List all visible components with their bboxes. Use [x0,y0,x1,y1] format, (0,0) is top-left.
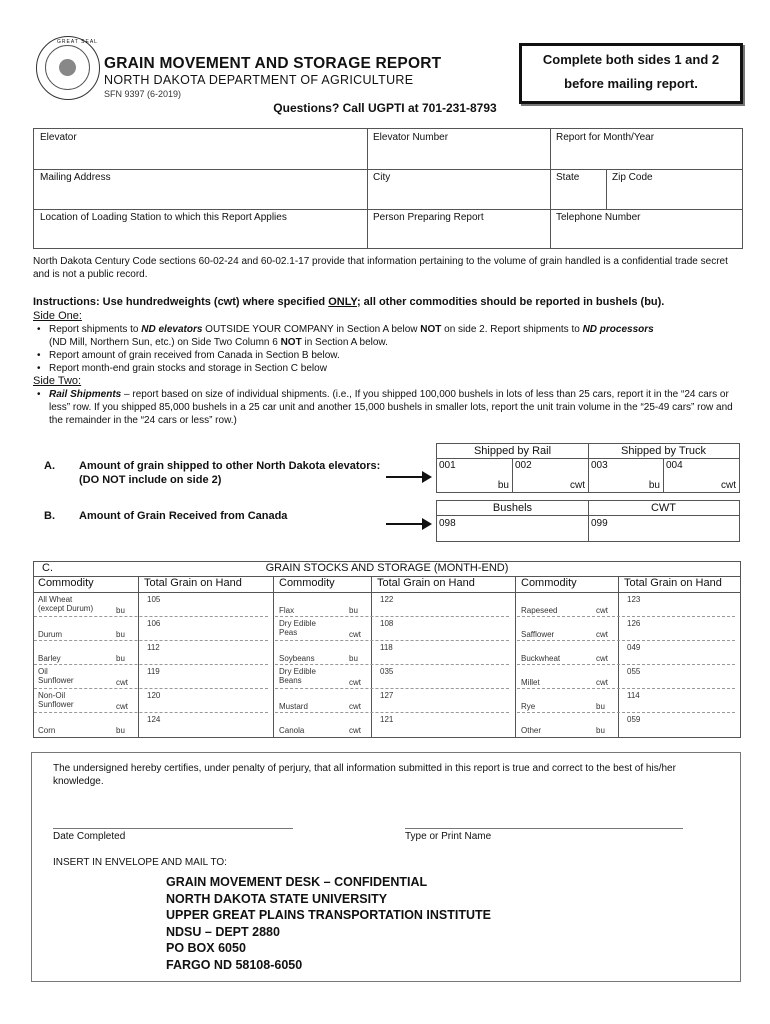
unit-label: cwt [596,630,608,639]
field-code: 121 [380,715,394,724]
name-signature-line[interactable] [405,828,683,829]
cwt-header: CWT [650,502,677,514]
unit-label: bu [349,654,358,663]
mailing-address-block [166,874,491,973]
commodity-name: Canola [279,726,305,735]
state-field[interactable] [550,169,606,209]
field-code: 119 [147,667,160,676]
address-line: FARGO ND 58108-6050 [166,957,303,972]
department-name: NORTH DAKOTA DEPARTMENT OF AGRICULTURE [104,73,414,87]
total-on-hand-field[interactable] [372,640,512,664]
total-on-hand-field[interactable] [139,616,271,640]
unit-label: cwt [349,726,361,735]
commodity-name: Dry Edible Beans [279,667,316,685]
section-b-letter: B. [44,510,55,522]
total-on-hand-field[interactable] [372,664,512,688]
truck-cwt-field[interactable]: 004 cwt [666,460,736,491]
total-on-hand-field[interactable] [619,640,738,664]
address-line: GRAIN MOVEMENT DESK – CONFIDENTIAL [166,875,428,889]
side-one-heading: Side One: [33,310,82,322]
unit-label: bu [116,630,125,639]
report-month-label: Report for Month/Year [556,132,655,143]
instructions [33,296,743,427]
field-code: 035 [380,667,394,676]
form-title: GRAIN MOVEMENT AND STORAGE REPORT [104,55,442,72]
report-month-field[interactable] [550,129,742,169]
commodity-name: Rapeseed [521,606,558,615]
commodity-name: Safflower [521,630,555,639]
telephone-field[interactable] [550,209,742,248]
unit-label: bu [116,606,125,615]
form-number: SFN 9397 (6-2019) [104,89,182,99]
zip-field[interactable] [606,169,742,209]
notice-line-2: before mailing report. [564,76,698,91]
city-label: City [373,172,391,183]
col-header-total: Total Grain on Hand [377,577,475,589]
mailing-address-field[interactable] [34,169,367,209]
col-header-total: Total Grain on Hand [624,577,722,589]
commodity-name: Other [521,726,542,735]
commodity-name: All Wheat (except Durum) [38,595,94,613]
elevator-number-label: Elevator Number [373,132,449,143]
state-seal-icon [36,36,100,100]
section-c-title: GRAIN STOCKS AND STORAGE (MONTH-END) [265,562,509,574]
field-code: 108 [380,619,394,628]
elevator-field[interactable] [34,129,367,169]
total-on-hand-field[interactable] [372,712,512,736]
col-header-total: Total Grain on Hand [144,577,242,589]
elevator-number-field[interactable] [367,129,550,169]
unit-label: cwt [349,630,361,639]
certification-box [31,752,741,982]
confidentiality-notice: North Dakota Century Code sections 60-02-24 and 60-02.1-17 provide that information pertaining to the volume of grain handled is a confidential trade secret and is not a public record. [33,256,728,280]
location-field[interactable] [34,209,367,248]
total-on-hand-field[interactable] [619,688,738,712]
address-line: NORTH DAKOTA STATE UNIVERSITY [166,891,388,906]
field-code: 055 [627,667,641,676]
unit-label: bu [349,606,358,615]
side-one-list [33,323,743,375]
commodity-name: Non-Oil Sunflower [38,691,74,709]
total-on-hand-field[interactable] [139,688,271,712]
mailing-address-label: Mailing Address [40,172,111,183]
print-name-label: Type or Print Name [405,831,492,842]
section-a-note: (DO NOT include on side 2) [79,474,222,486]
commodity-name: Corn [38,726,56,735]
col-header-commodity: Commodity [279,577,335,589]
field-code: 123 [627,595,641,604]
reporter-info-table [33,128,743,249]
notice-line-1: Complete both sides 1 and 2 [542,52,720,67]
unit-label: cwt [349,678,361,687]
mail-instructions: INSERT IN ENVELOPE AND MAIL TO: [53,857,227,868]
commodity-name: Soybeans [279,654,315,663]
section-b-label: Amount of Grain Received from Canada [79,510,288,522]
section-b-grid [436,500,740,542]
list-item: • Report shipments to ND elevators OUTSIDE YOUR COMPANY in Section A below NOT on side 2. Report shipments to ND processors (ND Mill, Northern Sun, etc.) on Side Two Column 6 NOT in Section A below. [33,323,743,349]
unit-label: bu [596,726,605,735]
address-line: UPPER GREAT PLAINS TRANSPORTATION INSTITUTE [166,908,492,922]
truck-header: Shipped by Truck [621,445,706,457]
bushels-header: Bushels [492,502,533,514]
list-item: • Report month-end grain stocks and storage in Section C below [33,362,743,375]
field-code: 059 [627,715,641,724]
field-code: 114 [627,691,640,700]
rail-bu-field[interactable]: 001 bu [439,460,509,491]
commodity-name: Flax [279,606,295,615]
elevator-label: Elevator [40,132,77,143]
list-item: • Rail Shipments – report based on size of individual shipments. (i.e., If you shipped 100,000 bushels in lots of less than 25 cars, report it in the “24 cars or less” row. If you shipped 85,000 bushels in a 25 car unit and another 15,000 bushels in smaller lots, report the unit train volume in the “25-49 cars” row and the remainder in the “24 cars or less” row.) [33,388,743,427]
total-on-hand-field[interactable] [619,616,738,640]
unit-label: cwt [116,678,128,687]
field-code: 127 [380,691,394,700]
city-field[interactable] [367,169,550,209]
field-code: 124 [147,715,161,724]
unit-label: cwt [116,702,128,711]
unit-label: bu [116,654,125,663]
commodity-name: Barley [38,654,61,663]
arrow-right-icon [386,476,430,478]
field-code: 112 [147,643,160,652]
unit-label: cwt [349,702,361,711]
section-c-letter: C. [42,562,53,574]
field-code: 126 [627,619,641,628]
state-label: State [556,172,580,183]
total-on-hand-field[interactable] [372,688,512,712]
total-on-hand-field[interactable] [619,592,738,616]
field-code: 120 [147,691,161,700]
total-on-hand-field[interactable] [619,664,738,688]
commodity-name: Rye [521,702,536,711]
instructions-heading: Instructions: Use hundredweights (cwt) where specified ONLY; all other commodities should be reported in bushels (bu). [33,296,665,308]
section-a-grid [436,443,740,493]
side-two-heading: Side Two: [33,375,82,387]
unit-label: bu [116,726,125,735]
section-a-label: Amount of grain shipped to other North Dakota elevators: [79,460,381,472]
zip-label: Zip Code [612,172,653,183]
total-on-hand-field[interactable] [372,616,512,640]
field-code: 105 [147,595,161,604]
rail-header: Shipped by Rail [473,445,552,457]
list-item: • Report amount of grain received from Canada in Section B below. [33,349,743,362]
person-field[interactable] [367,209,550,248]
field-code: 106 [147,619,161,628]
grain-stocks-table [33,561,741,738]
address-line: NDSU – DEPT 2880 [166,924,280,939]
field-code: 118 [380,643,393,652]
truck-bu-field[interactable]: 003 bu [591,460,660,491]
total-on-hand-field[interactable] [139,712,271,736]
address-line: PO BOX 6050 [166,941,246,955]
arrow-right-icon [386,523,430,525]
total-on-hand-field[interactable] [139,592,271,616]
commodity-name: Oil Sunflower [38,667,74,685]
notice-box [519,43,743,104]
commodity-name: Durum [38,630,63,639]
col-header-commodity: Commodity [521,577,577,589]
telephone-label: Telephone Number [556,212,641,223]
unit-label: cwt [596,654,608,663]
section-a-letter: A. [44,460,55,472]
commodity-name: Dry Edible Peas [279,619,316,637]
location-label: Location of Loading Station to which this Report Applies [40,212,287,223]
seal-text: GREAT SEAL [57,39,98,45]
commodity-name: Millet [521,678,540,687]
total-on-hand-field[interactable] [619,712,738,736]
canada-bushels-field[interactable]: 098 [439,518,456,529]
date-completed-label: Date Completed [53,831,126,842]
date-signature-line[interactable] [53,828,293,829]
unit-label: cwt [596,606,608,615]
col-header-commodity: Commodity [38,577,94,589]
total-on-hand-field[interactable] [139,640,271,664]
commodity-name: Mustard [279,702,308,711]
total-on-hand-field[interactable] [372,592,512,616]
field-code: 122 [380,595,394,604]
unit-label: cwt [596,678,608,687]
canada-cwt-field[interactable]: 099 [591,518,608,529]
questions-line: Questions? Call UGPTI at 701-231-8793 [273,101,497,115]
side-two-list [33,388,743,427]
total-on-hand-field[interactable] [139,664,271,688]
person-label: Person Preparing Report [373,212,484,223]
commodity-name: Buckwheat [521,654,561,663]
unit-label: bu [596,702,605,711]
certification-text: The undersigned hereby certifies, under penalty of perjury, that all information submitted in this report is true and correct to the best of his/her knowledge. [53,763,676,787]
rail-cwt-field[interactable]: 002 cwt [515,460,585,491]
field-code: 049 [627,643,641,652]
